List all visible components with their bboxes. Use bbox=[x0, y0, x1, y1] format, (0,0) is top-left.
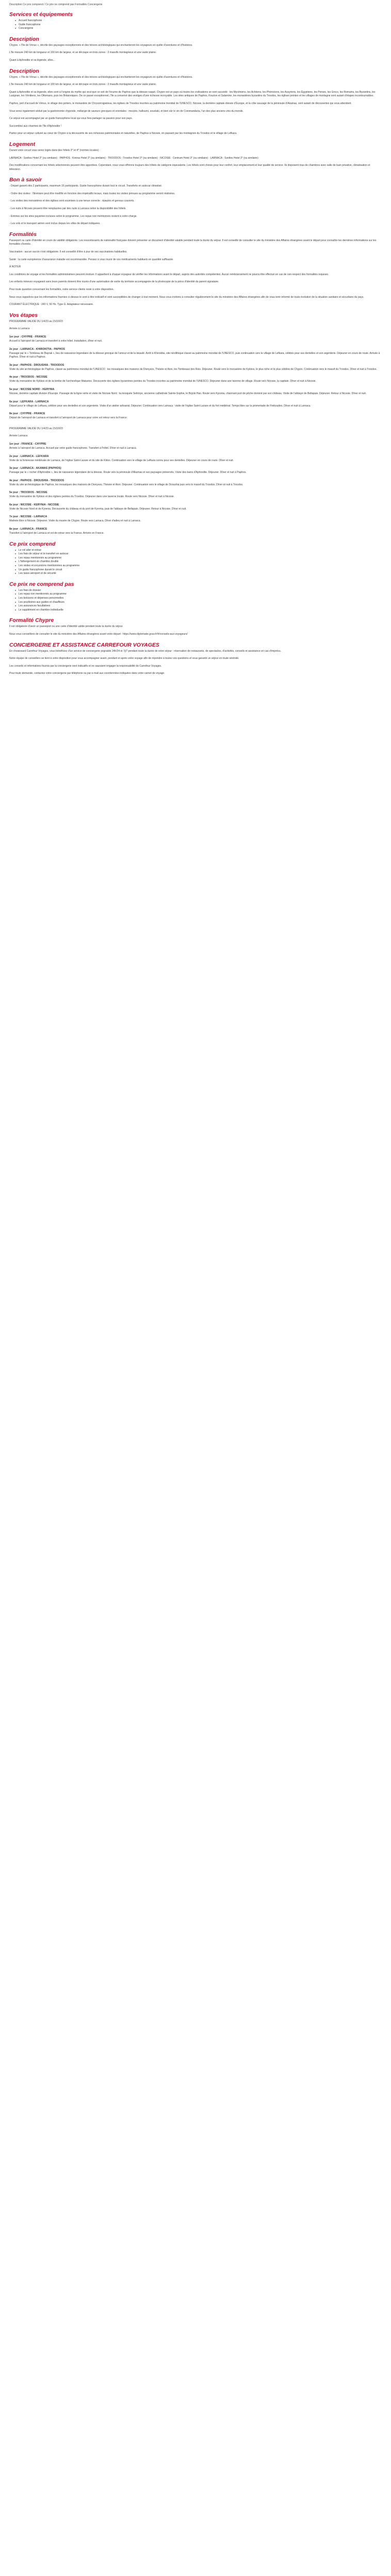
section-paragraph: Quant à Aphrodite et sa légende, elles sont à l'origine du mythe qui veut que ce soit de l'écume de Paphos que la déesse naquit. Chypre est un pays où toutes les civilisations se sont succédé : les Mycéniens, les Achéens, les Phéniciens, les Assyriens, les Égyptiens, les Perses, les Grecs, les Romains, les Byzantins, les Lusignan, les Vénitiens, les Ottomans, puis les Britanniques. De ce passé exceptionnel, l'île a conservé des vestiges d'une richesse incroyable. Les sites antiques de Paphos, Kourion et Salamine, les monastères byzantins du Troodos, les églises peintes et les villages de montagne sont autant d'étapes incontournables. bbox=[9, 90, 376, 98]
section-paragraph: Les conditions de voyage et les formalités administratives peuvent évoluer. Il appartient à chaque voyageur de vérifier les informations avant le départ, auprès des autorités compétentes. Aucun remboursement ne pourra être effectué en cas de non-respect des formalités requises. bbox=[9, 273, 329, 276]
day-title: 6e jour : LEFKARA - LARNACA bbox=[9, 400, 49, 403]
section-paragraph: À NOTER bbox=[9, 265, 21, 269]
section-paragraph: COURANT ÉLECTRIQUE : 240 V, 50 Hz. Type G. Adaptateur nécessaire. bbox=[9, 303, 94, 307]
day-title: 8e jour : LARNACA - FRANCE bbox=[9, 528, 47, 531]
section-title: Logement bbox=[9, 141, 36, 147]
section-title: Bon à savoir bbox=[9, 177, 42, 183]
list-item: ■ L'hébergement en chambre double bbox=[15, 560, 382, 564]
list-item: ■ Conciergerie bbox=[15, 27, 382, 31]
page bbox=[7, 0, 384, 690]
day-title: 1er jour : CHYPRE - FRANCE bbox=[9, 335, 46, 338]
section-paragraph: Quant à Aphrodite et sa légende, elles... bbox=[9, 58, 55, 62]
section-paragraph: LARNACA : Sveltos Hotel 3* (ou similaire) · PAPHOS : Kiniras Hotel 3* (ou similaire) · TROODOS : Troodos Hotel 3* (ou similaire) · NICOSIE : Centrum Hotel 3* (ou similaire) · LARNACA : Sveltos Hotel 3* (ou similaire) bbox=[9, 156, 258, 160]
section-paragraph: - Les nuits à Nicosie peuvent être remplacées par des nuits à Larnaca selon la disponibilité des hôtels. bbox=[9, 207, 126, 211]
section-paragraph: - Les visites des monastères et des églises sont soumises à une tenue correcte : épaules et genoux couverts. bbox=[9, 199, 135, 203]
day-text: Matinée libre à Nicosie. Déjeuner. Visite du musée de Chypre. Route vers Larnaca. Dîner d'adieu et nuit à Larnaca. bbox=[9, 519, 141, 523]
list-item: ■ Accueil francophone bbox=[15, 19, 382, 23]
section-paragraph: L'île mesure 240 km de longueur et 100 km de largeur, et se découpe en trois zones : 2 massifs montagneux et une vaste plaine. bbox=[9, 51, 157, 55]
services-title: Services et équipements bbox=[9, 11, 73, 18]
day-text: Visite de Nicosie Nord et de Kyrenia. Découverte du château et du port de Kyrenia, puis de l'abbaye de Bellapais. Déjeuner. Retour à Nicosie. Dîner et nuit. bbox=[9, 507, 187, 511]
day-text: Visite du site archéologique de Paphos, classé au patrimoine mondial de l'UNESCO : les mosaïques des maisons de Dionysos, Thésée et Aion, les Tombeaux des Rois. Déjeuner. Route vers le monastère de Kykkos, le plus riche et le plus célèbre de Chypre. Continuation vers le massif du Troodos. Dîner et nuit à Troodos. bbox=[9, 367, 377, 371]
day-text: Visite du monastère de Kykkos et de la tombe de l'archevêque Makarios. Découverte des églises byzantines peintes du Troodos inscrites au patrimoine mondial de l'UNESCO. Déjeuner dans une taverne de village. Route vers Nicosie, la capitale. Dîner et nuit à Nicosie. bbox=[9, 380, 316, 383]
section-paragraph: - Les vols et le transport aérien sont inclus depuis les villes de départ indiquées. bbox=[9, 222, 101, 226]
section-paragraph: - Départ garanti dès 2 participants, maximum 16 participants. Guide francophone durant tout le circuit. Transferts en autocar climatisé. bbox=[9, 184, 162, 188]
itinerary-days-2 bbox=[9, 443, 382, 536]
section-paragraph: Vaccination : aucun vaccin n'est obligatoire. Il est conseillé d'être à jour de ses vaccinations habituelles. bbox=[9, 250, 127, 254]
section-paragraph: Succombez aux charmes de l'île d'Aphrodite ! bbox=[9, 124, 62, 128]
section-paragraph: Passeport ou carte d'identité en cours de validité obligatoire. Les ressortissants de nationalité française doivent présenter un document d'identité valable pendant toute la durée du séjour. Il est conseillé de consulter le site du ministère des Affaires étrangères avant le départ pour connaître les dernières informations sur les formalités d'entrée. bbox=[9, 239, 377, 246]
section-paragraph: Paphos, port d'accueil de Vénus, le village des potiers, le monastère de Chrysorrogiatissa, les églises de Troodos inscrites au patrimoine mondial de l'UNESCO, Nicosie, la dernière capitale divisée d'Europe, et la côte sauvage de la péninsule d'Akamas, sont autant de découvertes qui vous attendent. bbox=[9, 101, 352, 105]
list-item: ■ Guide francophone bbox=[15, 23, 382, 27]
day-title: 3e jour : LARNACA - AKAMAS (PAPHOS) bbox=[9, 467, 61, 470]
section-paragraph: Des modifications concernant les hôtels sélectionnés peuvent être apportées. Cependant, nous vous offrirons toujours des hôtels de catégorie équivalente. Les hôtels sont choisis pour leur confort, leur emplacement et leur qualité de service. Ils disposent tous de chambres avec salle de bain privative, climatisation et télévision. bbox=[9, 164, 370, 171]
day-text: Accueil à l'aéroport de Larnaca et transfert à votre hôtel. Installation, dîner et nuit. bbox=[9, 339, 103, 343]
formalities-body bbox=[9, 625, 382, 636]
day-text: Arrivée à l'aéroport de Larnaca. Accueil par votre guide francophone. Transfert à l'hôtel. Dîner et nuit à Larnaca. bbox=[9, 446, 137, 450]
section-paragraph: Ce séjour est accompagné par un guide francophone local qui vous fera partager sa passion pour son pays. bbox=[9, 117, 133, 121]
day-text: Visite de la forteresse médiévale de Larnaca, de l'église Saint-Lazare et du site de Kition. Continuation vers le village de Lefkara connu pour ses dentelles. Déjeuner en cours de route. Dîner et nuit. bbox=[9, 459, 234, 462]
section-paragraph: Chypre, « l'île de Vénus », décrite des paysages exceptionnels et des trésors archéologiques qui enchanteront les voyageurs en quête d'aventures et d'histoires. bbox=[9, 75, 193, 79]
section-title: Description bbox=[9, 36, 39, 42]
formalities-paragraph: Il est obligatoire d'avoir un passeport ou une carte d'identité valide pendant toute la durée du séjour. bbox=[9, 625, 123, 629]
excludes-list bbox=[15, 589, 382, 613]
section-paragraph: Santé : la carte européenne d'assurance maladie est recommandée. Pensez à vous munir de vos médicaments habituels en quantité suffisante. bbox=[9, 258, 174, 261]
formalities-paragraph: Nous vous conseillons de consulter le site du ministère des Affaires étrangères avant votre départ : https://www.diplomatie.gouv.fr/fr/conseils-aux-voyageurs/ bbox=[9, 632, 188, 636]
breadcrumb[interactable]: Description Ce prix comprend / Ce prix ne comprend pas Formalités Conciergerie bbox=[9, 3, 103, 6]
programme-dates-2: PROGRAMME VALIDE DU 1/4/23 au 15/10/23 bbox=[9, 427, 63, 430]
conciergerie-title: CONCIERGERIE ET ASSISTANCE CARREFOUR VOYAGES bbox=[9, 641, 159, 648]
day-title: 1er jour : FRANCE - CHYPRE bbox=[9, 442, 46, 446]
list-item: ■ Les assurances facultatives bbox=[15, 604, 382, 608]
day-title: 2e jour : LARNACA - KHIROKITIA - PAPHOS bbox=[9, 347, 65, 351]
formalities-title: Formalité Chypre bbox=[9, 617, 54, 624]
content-sections bbox=[9, 36, 382, 307]
conciergerie-paragraph: Les conseils et informations fournis par la conciergerie sont indicatifs et ne sauraient engager la responsabilité de Carrefour Voyages. bbox=[9, 664, 162, 668]
section-title: Formalités bbox=[9, 231, 37, 238]
day-text: Passage par le « Tombeau de Bayrak », lieu de naissance légendaire de la déesse grecque de l'amour et de la beauté. Arrêt à Khirokitia, site néolithique classé au patrimoine mondial de l'UNESCO, puis continuation vers le village de Lefkara, célèbre pour ses dentelles et son argenterie. Déjeuner en cours de route. Arrivée à Paphos. Dîner et nuit à Paphos. bbox=[9, 351, 380, 359]
itinerary-days bbox=[9, 335, 382, 420]
day-title: 3e jour : PAPHOS - DROUSHIA - TROODOS bbox=[9, 363, 64, 367]
arrival-note: Arrivée à Larnaca bbox=[9, 327, 30, 331]
day-title: 8e jour : CHYPRE - FRANCE bbox=[9, 412, 45, 416]
day-text: Nicosie, dernière capitale divisée d'Europe. Passage de la ligne verte et visite de Nicosie Nord : la mosquée Selimiye, ancienne cathédrale Sainte-Sophie, le Büyük Han. Route vers Kyrenia, charmant port de pêche dominé par son château. Visite de l'abbaye de Bellapais. Déjeuner. Retour à Nicosie. Dîner et nuit. bbox=[9, 392, 367, 395]
day-title: 2e jour : LARNACA - LEFKARA bbox=[9, 454, 49, 458]
list-item: ■ Les taxes aéroport et de sécurité bbox=[15, 572, 382, 576]
section-paragraph: Pour toute question concernant les formalités, notre service clients reste à votre disposition. bbox=[9, 288, 114, 291]
programme-dates: PROGRAMME VALIDE DU 1/4/23 au 15/10/23 bbox=[9, 319, 63, 323]
day-title: 5e jour : TROODOS - NICOSIE bbox=[9, 491, 47, 495]
section-paragraph: L'île mesure 240 km de longueur et 100 km de largeur, et se découpe en trois zones : 2 massifs montagneux et une vaste plaine. bbox=[9, 83, 157, 87]
list-item: ■ Le supplément en chambre individuelle bbox=[15, 608, 382, 613]
day-title: 5e jour : NICOSIE NORD - KERYNIA bbox=[9, 387, 55, 391]
day-text: Transfert à l'aéroport de Larnaca et vol de retour vers la France. Arrivée en France. bbox=[9, 532, 104, 535]
section-paragraph: Nous vous rappelons que les informations fournies ci-dessus le sont à titre indicatif et sont susceptibles de changer à tout moment. Nous vous invitons à consulter régulièrement le site du ministère des Affaires étrangères afin de vous tenir informé de toute évolution de la situation sanitaire et sécuritaire du pays. bbox=[9, 295, 364, 299]
list-item: ■ Un guide francophone durant le circuit bbox=[15, 568, 382, 572]
excludes-title: Ce prix ne comprend pas bbox=[9, 581, 74, 587]
section-paragraph: - Ordre des visites : l'itinéraire peut être modifié en fonction des impératifs locaux, mais toutes les visites prévues au programme seront réalisées. bbox=[9, 192, 175, 195]
conciergerie-body bbox=[9, 650, 382, 676]
list-item: ■ Le vol aller et retour bbox=[15, 549, 382, 553]
section-paragraph: Vous serez également séduit par la gastronomie chypriote, mélange de saveurs grecques et orientales : mezzés, halloumi, souvlaki, et bien sûr le vin de Commandaria, l'un des plus anciens vins du monde. bbox=[9, 109, 243, 113]
includes-list bbox=[15, 549, 382, 576]
list-item: ■ Les frais de séjour et le transfert en autocar bbox=[15, 552, 382, 556]
etapes-title: Vos étapes bbox=[9, 312, 38, 318]
conciergerie-paragraph: En choisissant Carrefour Voyages, vous bénéficiez d'un service de conciergerie joignable 24h/24 et 7j/7 pendant toute la durée de votre séjour : réservation de restaurants, de spectacles, d'activités, conseils et assistance en cas d'imprévu. bbox=[9, 649, 282, 653]
services-list bbox=[15, 19, 382, 31]
day-title: 4e jour : TROODOS - NICOSIE bbox=[9, 376, 47, 379]
section-paragraph: Chypre, « l'île de Vénus », décrite des paysages exceptionnels et des trésors archéologiques qui enchanteront les voyageurs en quête d'aventures et d'histoires. bbox=[9, 43, 193, 47]
list-item: ■ Les pourboires aux guides et chauffeurs bbox=[15, 601, 382, 605]
day-title: 6e jour : NICOSIE - KERYNIA - NICOSIE bbox=[9, 503, 59, 506]
day-text: Visite du monastère de Kykkos et des églises peintes du Troodos. Déjeuner dans une taverne locale. Route vers Nicosie. Dîner et nuit à Nicosie. bbox=[9, 495, 175, 499]
section-paragraph: Durant votre circuit vous serez logés dans des hôtels 3* et 4* (normes locales) : bbox=[9, 148, 101, 152]
list-item: ■ Les repas mentionnés au programme bbox=[15, 556, 382, 561]
day-text: Passage par le « rocher d'Aphrodite », lieu de naissance légendaire de la déesse. Route vers la péninsule d'Akamas et ses paysages préservés. Visite des bains d'Aphrodite. Déjeuner. Dîner et nuit à Paphos. bbox=[9, 471, 247, 474]
conciergerie-paragraph: Notre équipe de conseillers se tient à votre disposition pour vous accompagner avant, pendant et après votre voyage afin de répondre à toutes vos questions et vous garantir un séjour en toute sérénité. bbox=[9, 657, 239, 660]
day-text: Visite du site archéologique de Paphos, les mosaïques des maisons de Dionysos, Thésée et Aion. Déjeuner. Continuation vers le village de Droushia puis vers le massif du Troodos. Dîner et nuit à Troodos. bbox=[9, 483, 243, 486]
section-paragraph: Les enfants mineurs voyageant sans leurs parents doivent être munis d'une autorisation de sortie du territoire accompagnée de la photocopie de la pièce d'identité du parent signataire. bbox=[9, 280, 219, 284]
section-paragraph: - Entrées sur les sites payantes incluses selon le programme. Les repas non mentionnés restent à votre charge. bbox=[9, 214, 137, 218]
day-text: Départ pour le village de Lefkara, célèbre pour ses dentelles et son argenterie. Visite d'un atelier artisanal. Déjeuner. Continuation vers Larnaca : visite de l'église Saint-Lazare et du fort médiéval. Temps libre sur la promenade de Finikoudes. Dîner et nuit à Larnaca. bbox=[9, 404, 311, 408]
includes-title: Ce prix comprend bbox=[9, 540, 56, 547]
section-paragraph: Partez pour un séjour culturel au cœur de Chypre à la découverte de ses richesses patrimoniales et naturelles, de Paphos à Nicosie, en passant par les montagnes du Troodos et le village de Lefkara. bbox=[9, 132, 237, 135]
day-title: 4e jour : PAPHOS - DROUSHIA - TROODOS bbox=[9, 479, 64, 482]
list-item: ■ Les repas non mentionnés au programme bbox=[15, 592, 382, 597]
list-item: ■ Les visites et excursions mentionnées au programme bbox=[15, 564, 382, 568]
list-item: ■ Les frais de dossier bbox=[15, 589, 382, 593]
conciergerie-paragraph: Pour toute demande, contactez votre conciergerie par téléphone ou par e-mail aux coordonnées indiquées dans votre carnet de voyage. bbox=[9, 672, 165, 675]
arrival-note-2: Arrivée Larnaca bbox=[9, 434, 28, 438]
list-item: ■ Les boissons et dépenses personnelles bbox=[15, 597, 382, 601]
day-text: Départ de l'aéroport de Larnaca et transfert à l'aéroport de Larnaca pour votre vol retour vers la France. bbox=[9, 416, 127, 420]
day-title: 7e jour : NICOSIE - LARNACA bbox=[9, 515, 47, 519]
section-title: Description bbox=[9, 67, 39, 74]
